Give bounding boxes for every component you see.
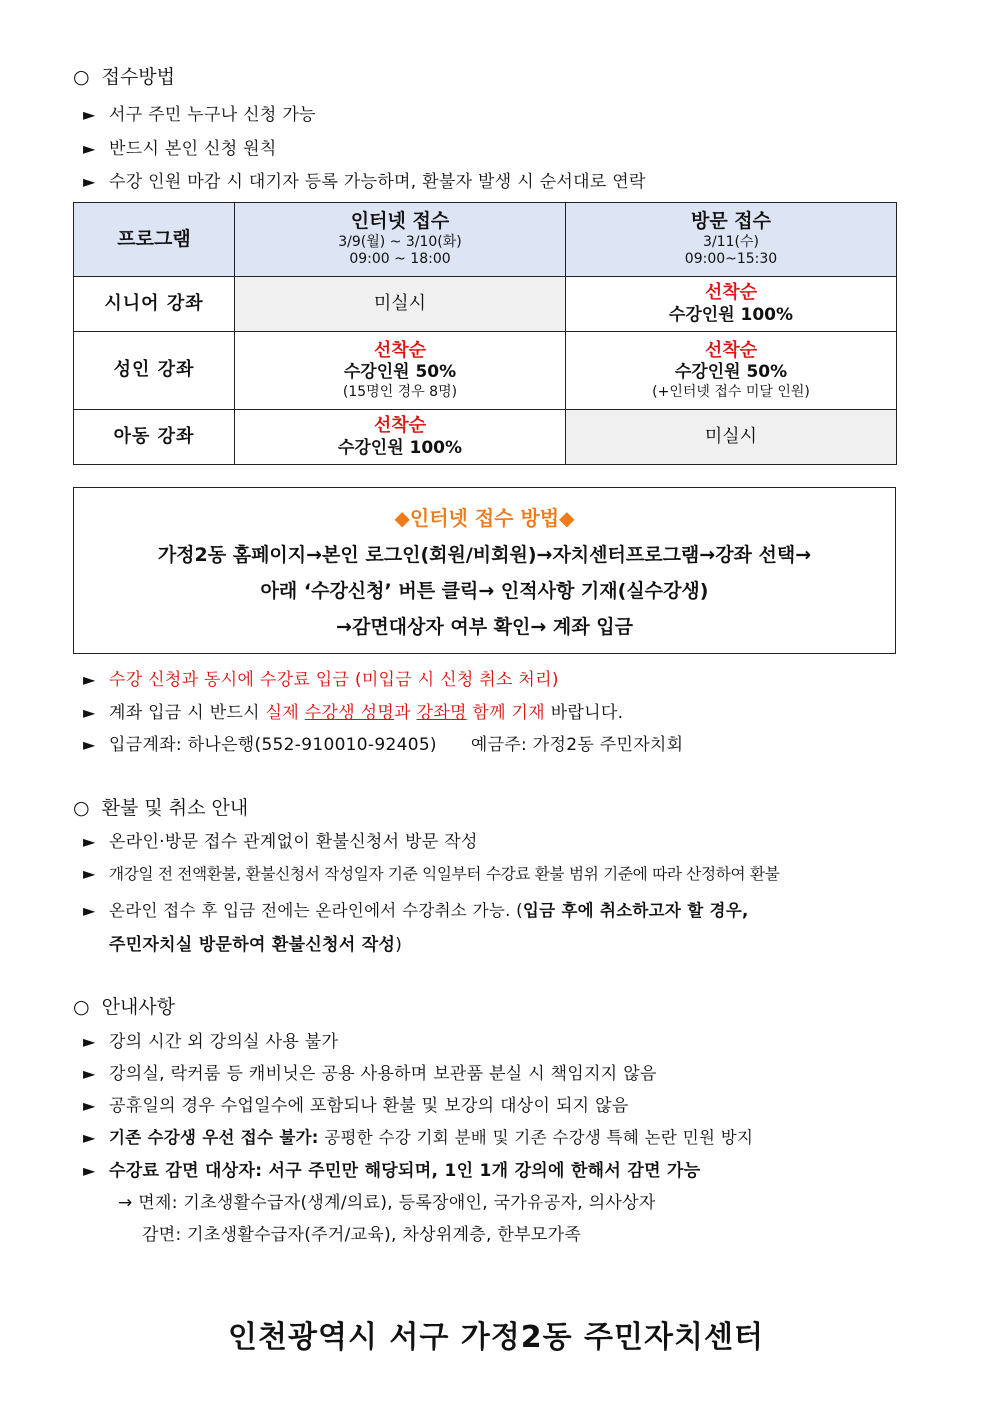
list-item: ► 강의실, 락커룸 등 캐비닛은 공용 사용하며 보관품 분실 시 책임지지 않음 [83,1064,657,1084]
triangle-bullet-icon: ► [83,832,96,851]
section-heading-notice [73,992,175,1019]
triangle-bullet-icon: ► [83,1064,96,1083]
row-internet: 미실시 [235,277,566,332]
footer-organization: 인천광역시 서구 가정2동 주민자치센터 [228,1320,764,1355]
circle-marker: ○ [73,66,90,88]
list-item: ► 공휴일의 경우 수업일수에 포함되나 환불 및 보강의 대상이 되지 않음 [83,1096,629,1116]
circle-marker: ○ [73,797,90,819]
header-visit: 방문 접수 3/11(수) 09:00~15:30 [566,203,897,277]
account-holder: 예금주: 가정2동 주민자치회 [470,735,684,755]
bank-account: 입금계좌: 하나은행(552-910010-92405) [109,735,437,755]
table-row [74,277,897,332]
triangle-bullet-icon: ► [83,1032,96,1051]
section-title: 안내사항 [101,996,176,1018]
header-internet: 인터넷 접수 3/9(월) ~ 3/10(화) 09:00 ~ 18:00 [235,203,566,277]
list-item [83,730,683,755]
section-title: 환불 및 취소 안내 [101,797,249,819]
internet-registration-box [73,487,896,654]
box-line: →감면대상자 여부 확인→ 계좌 입금 [336,616,633,638]
triangle-bullet-icon: ► [83,172,96,191]
list-item: ► 기존 수강생 우선 접수 불가: 공평한 수강 기회 분배 및 기존 수강생 특혜 논란 민원 방지 [83,1128,754,1147]
row-name: 아동 강좌 [74,410,235,465]
triangle-bullet-icon: ► [83,864,96,883]
circle-marker: ○ [73,996,90,1018]
row-name: 성인 강좌 [74,332,235,410]
box-line: 가정2동 홈페이지→본인 로그인(회원/비회원)→자치센터프로그램→강좌 선택→ [157,544,812,566]
triangle-bullet-icon: ► [83,1096,96,1115]
list-item: ► 서구 주민 누구나 신청 가능 [83,105,316,125]
triangle-bullet-icon: ► [83,670,96,689]
list-item-continuation: 주민자치실 방문하여 환불신청서 작성) [109,935,403,955]
section-heading-registration [73,62,175,89]
triangle-bullet-icon: ► [83,1161,96,1180]
row-visit: 선착순 수강인원 50% (+인터넷 접수 미달 인원) [566,332,897,410]
triangle-bullet-icon: ► [83,105,96,124]
table-row [74,332,897,410]
list-item: ► 수강 인원 마감 시 대기자 등록 가능하며, 환불자 발생 시 순서대로 연락 [83,172,646,192]
box-title: ◆인터넷 접수 방법◆ [394,506,575,530]
triangle-bullet-icon: ► [83,139,96,158]
triangle-bullet-icon: ► [83,703,96,722]
row-name: 시니어 강좌 [74,277,235,332]
payment-note: 수강 신청과 동시에 수강료 입금 (미입금 시 신청 취소 처리) [109,670,559,690]
section-heading-refund [73,793,248,820]
row-internet: 선착순 수강인원 50% (15명인 경우 8명) [235,332,566,410]
row-visit: 미실시 [566,410,897,465]
triangle-bullet-icon: ► [83,1128,96,1147]
list-item [83,665,559,690]
list-item: ► 강의 시간 외 강의실 사용 불가 [83,1032,339,1052]
list-item: ► 온라인 접수 후 입금 전에는 온라인에서 수강취소 가능. (입금 후에 취소하고자 할 경우, [83,901,749,920]
row-visit: 선착순 수강인원 100% [566,277,897,332]
reduction-line: 감면: 기초생활수급자(주거/교육), 차상위계층, 한부모가족 [142,1225,582,1245]
list-item: ► 개강일 전 전액환불, 환불신청서 작성일자 기준 익일부터 수강료 환불 범위 기준에 따라 산정하여 환불 [83,864,780,883]
registration-table [73,202,897,465]
header-program: 프로그램 [74,203,235,277]
table-row [74,410,897,465]
list-item: ► 수강료 감면 대상자: 서구 주민만 해당되며, 1인 1개 강의에 한해서 감면 가능 [83,1161,701,1181]
list-item: ► 온라인·방문 접수 관계없이 환불신청서 방문 작성 [83,832,478,852]
table-header-row [74,203,897,277]
triangle-bullet-icon: ► [83,735,96,754]
list-item: ► 반드시 본인 신청 원칙 [83,139,277,159]
box-line: 아래 ‘수강신청’ 버튼 클릭→ 인적사항 기재(실수강생) [260,580,709,602]
list-item: ► 계좌 입금 시 반드시 실제 수강생 성명과 강좌명 함께 기재 바랍니다. [83,703,624,723]
row-internet: 선착순 수강인원 100% [235,410,566,465]
exemption-line: → 면제: 기초생활수급자(생계/의료), 등록장애인, 국가유공자, 의사상자 [118,1193,656,1213]
section-title: 접수방법 [101,66,176,88]
triangle-bullet-icon: ► [83,901,96,920]
